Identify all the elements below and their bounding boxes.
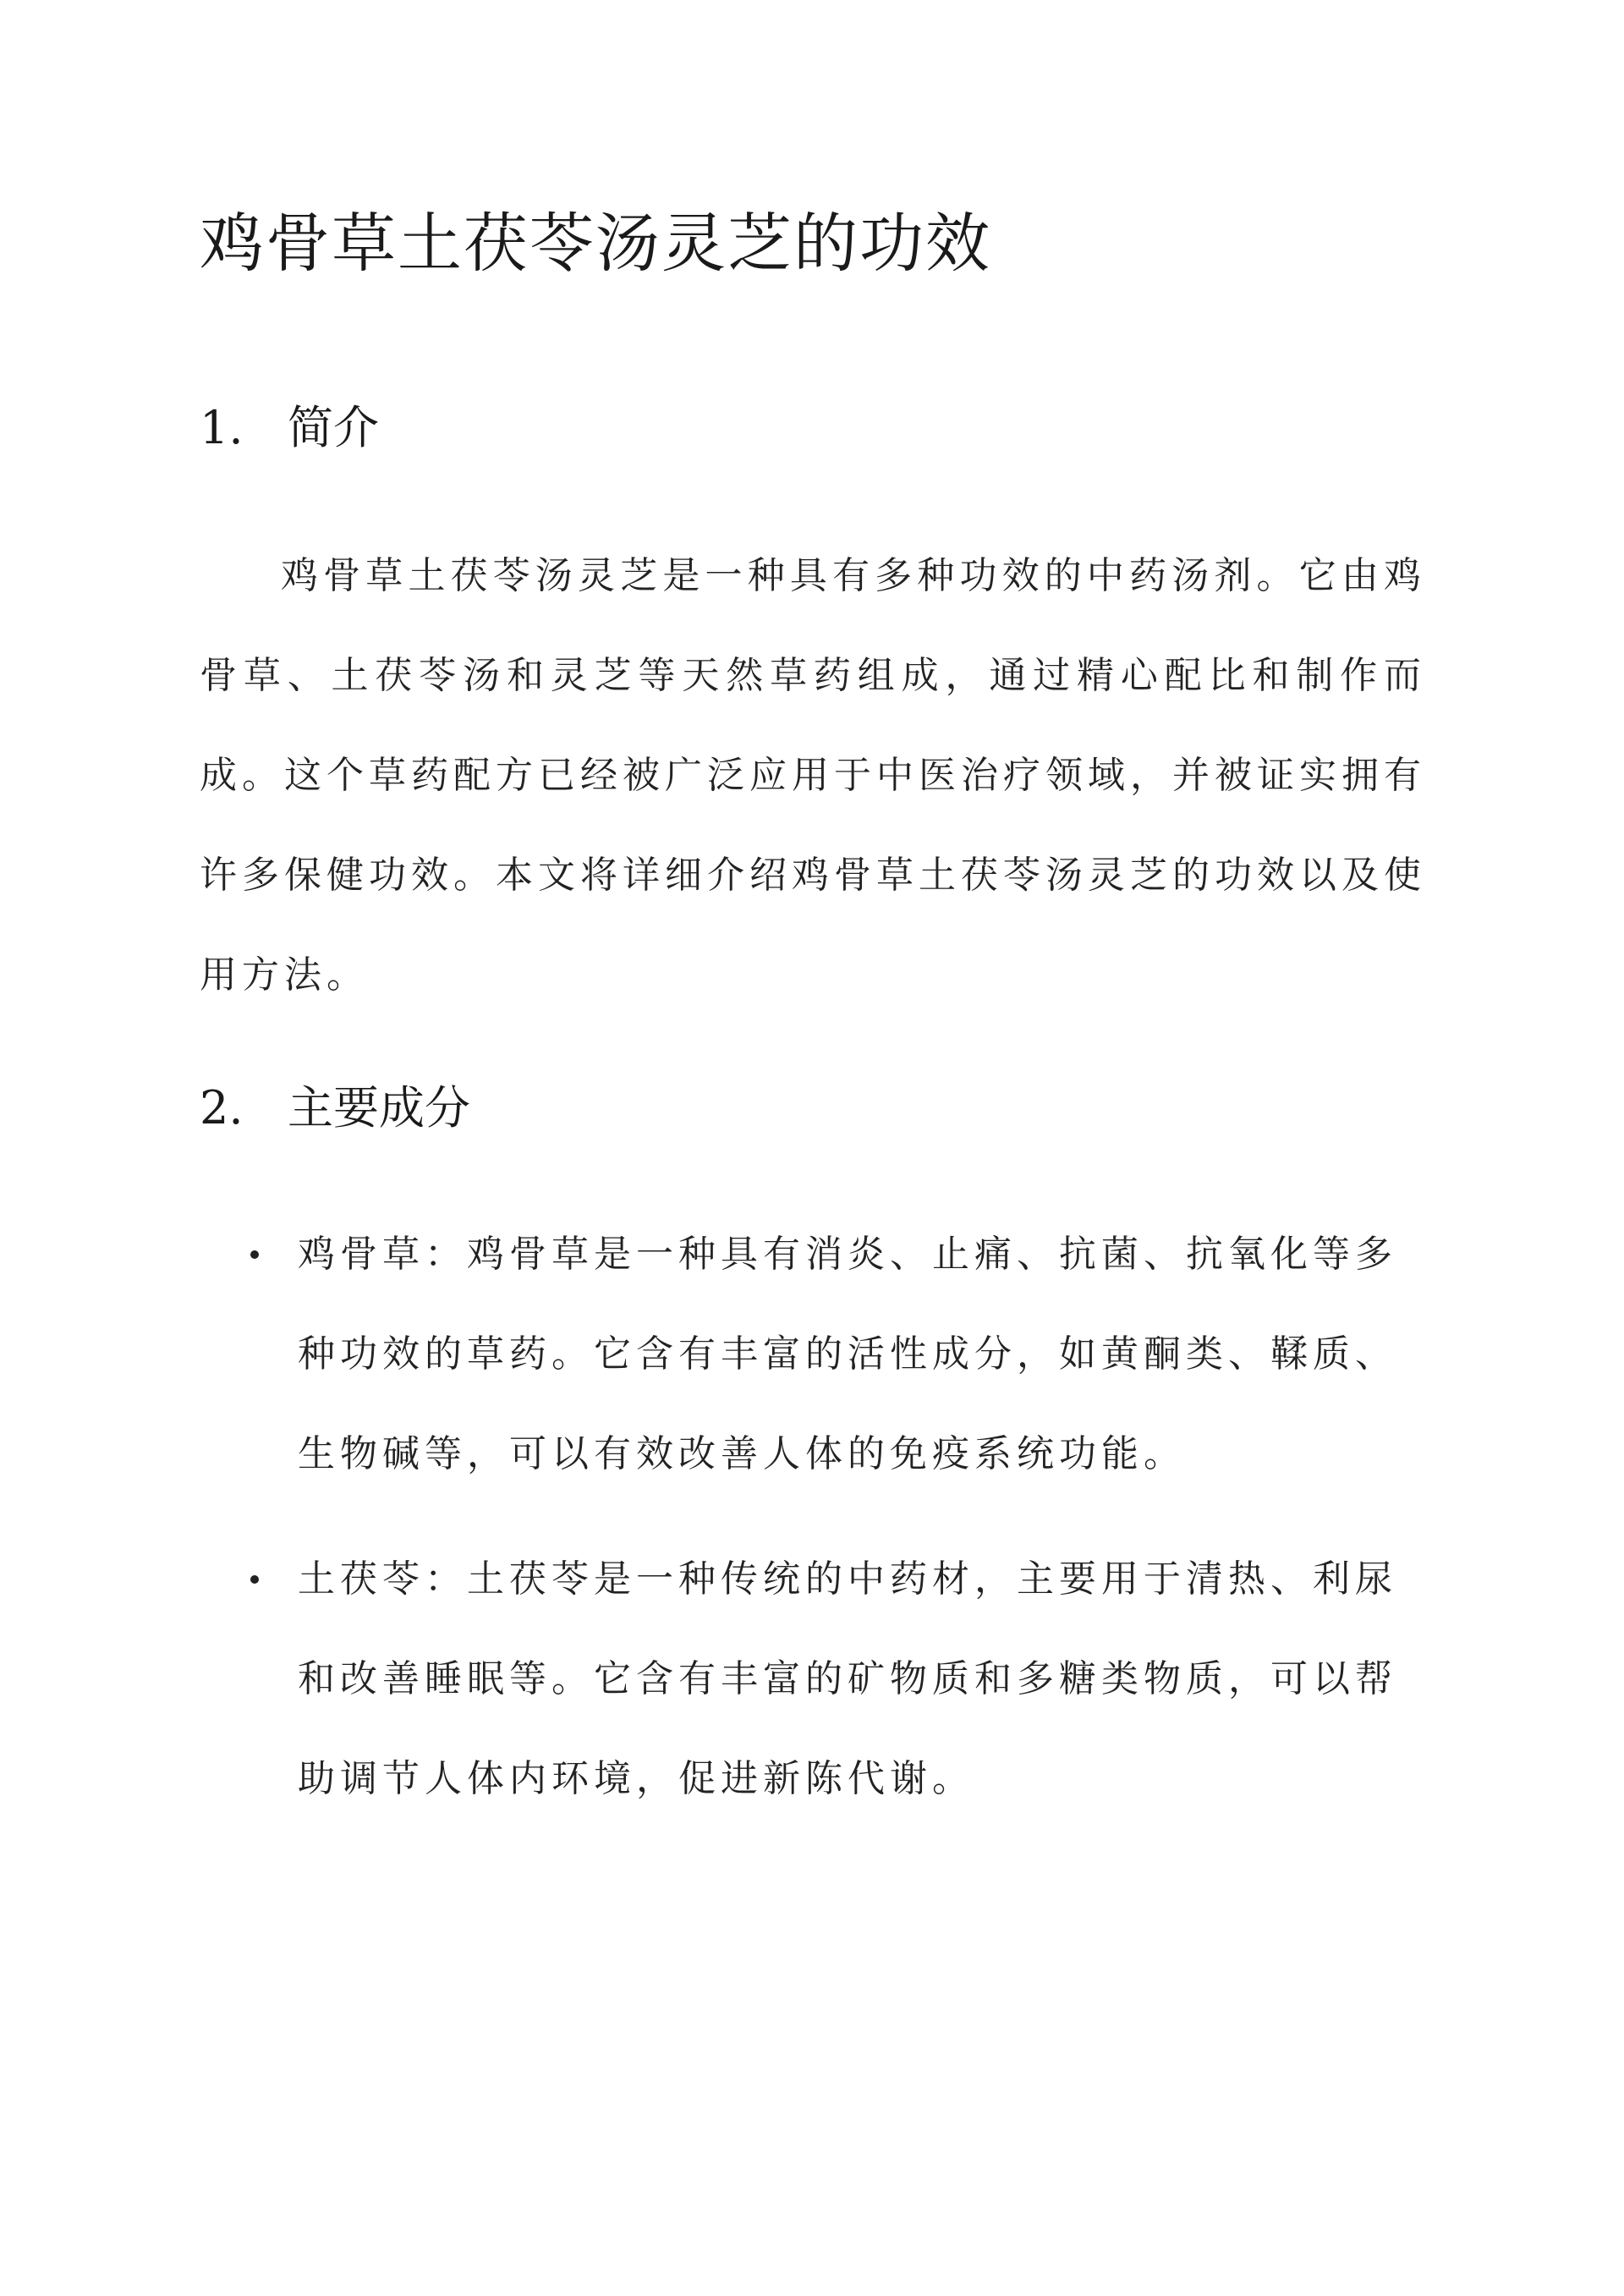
list-item — [200, 1205, 1409, 1504]
list-item-text: 鸡骨草：鸡骨草是一种具有消炎、止痛、抗菌、抗氧化等多种功效的草药。它含有丰富的活性成分，如黄酮类、鞣质、生物碱等，可以有效改善人体的免疫系统功能。 — [298, 1233, 1397, 1475]
section-title: 简介 — [288, 401, 379, 454]
list-item-text: 土茯苓：土茯苓是一种传统的中药材，主要用于清热、利尿和改善睡眠等。它含有丰富的矿物质和多糖类物质，可以帮助调节人体内环境，促进新陈代谢。 — [298, 1557, 1397, 1800]
section-heading-ingredients — [200, 1074, 470, 1142]
list-item — [200, 1530, 1409, 1829]
bullet-icon — [250, 1250, 259, 1259]
ingredient-list — [200, 1205, 1409, 1829]
section-number: 2. — [200, 1081, 244, 1134]
section-number: 1. — [200, 401, 244, 454]
section-heading-intro — [200, 394, 379, 462]
bullet-icon — [250, 1575, 259, 1584]
document-title: 鸡骨草土茯苓汤灵芝的功效 — [200, 206, 991, 281]
section-title: 主要成分 — [288, 1081, 470, 1134]
intro-paragraph: 鸡骨草土茯苓汤灵芝是一种具有多种功效的中药汤剂。它由鸡骨草、土茯苓汤和灵芝等天然草药组成，通过精心配比和制作而成。这个草药配方已经被广泛应用于中医治疗领域，并被证实拥有许多保健功效。本文将详细介绍鸡骨草土茯苓汤灵芝的功效以及使用方法。 — [200, 554, 1426, 997]
